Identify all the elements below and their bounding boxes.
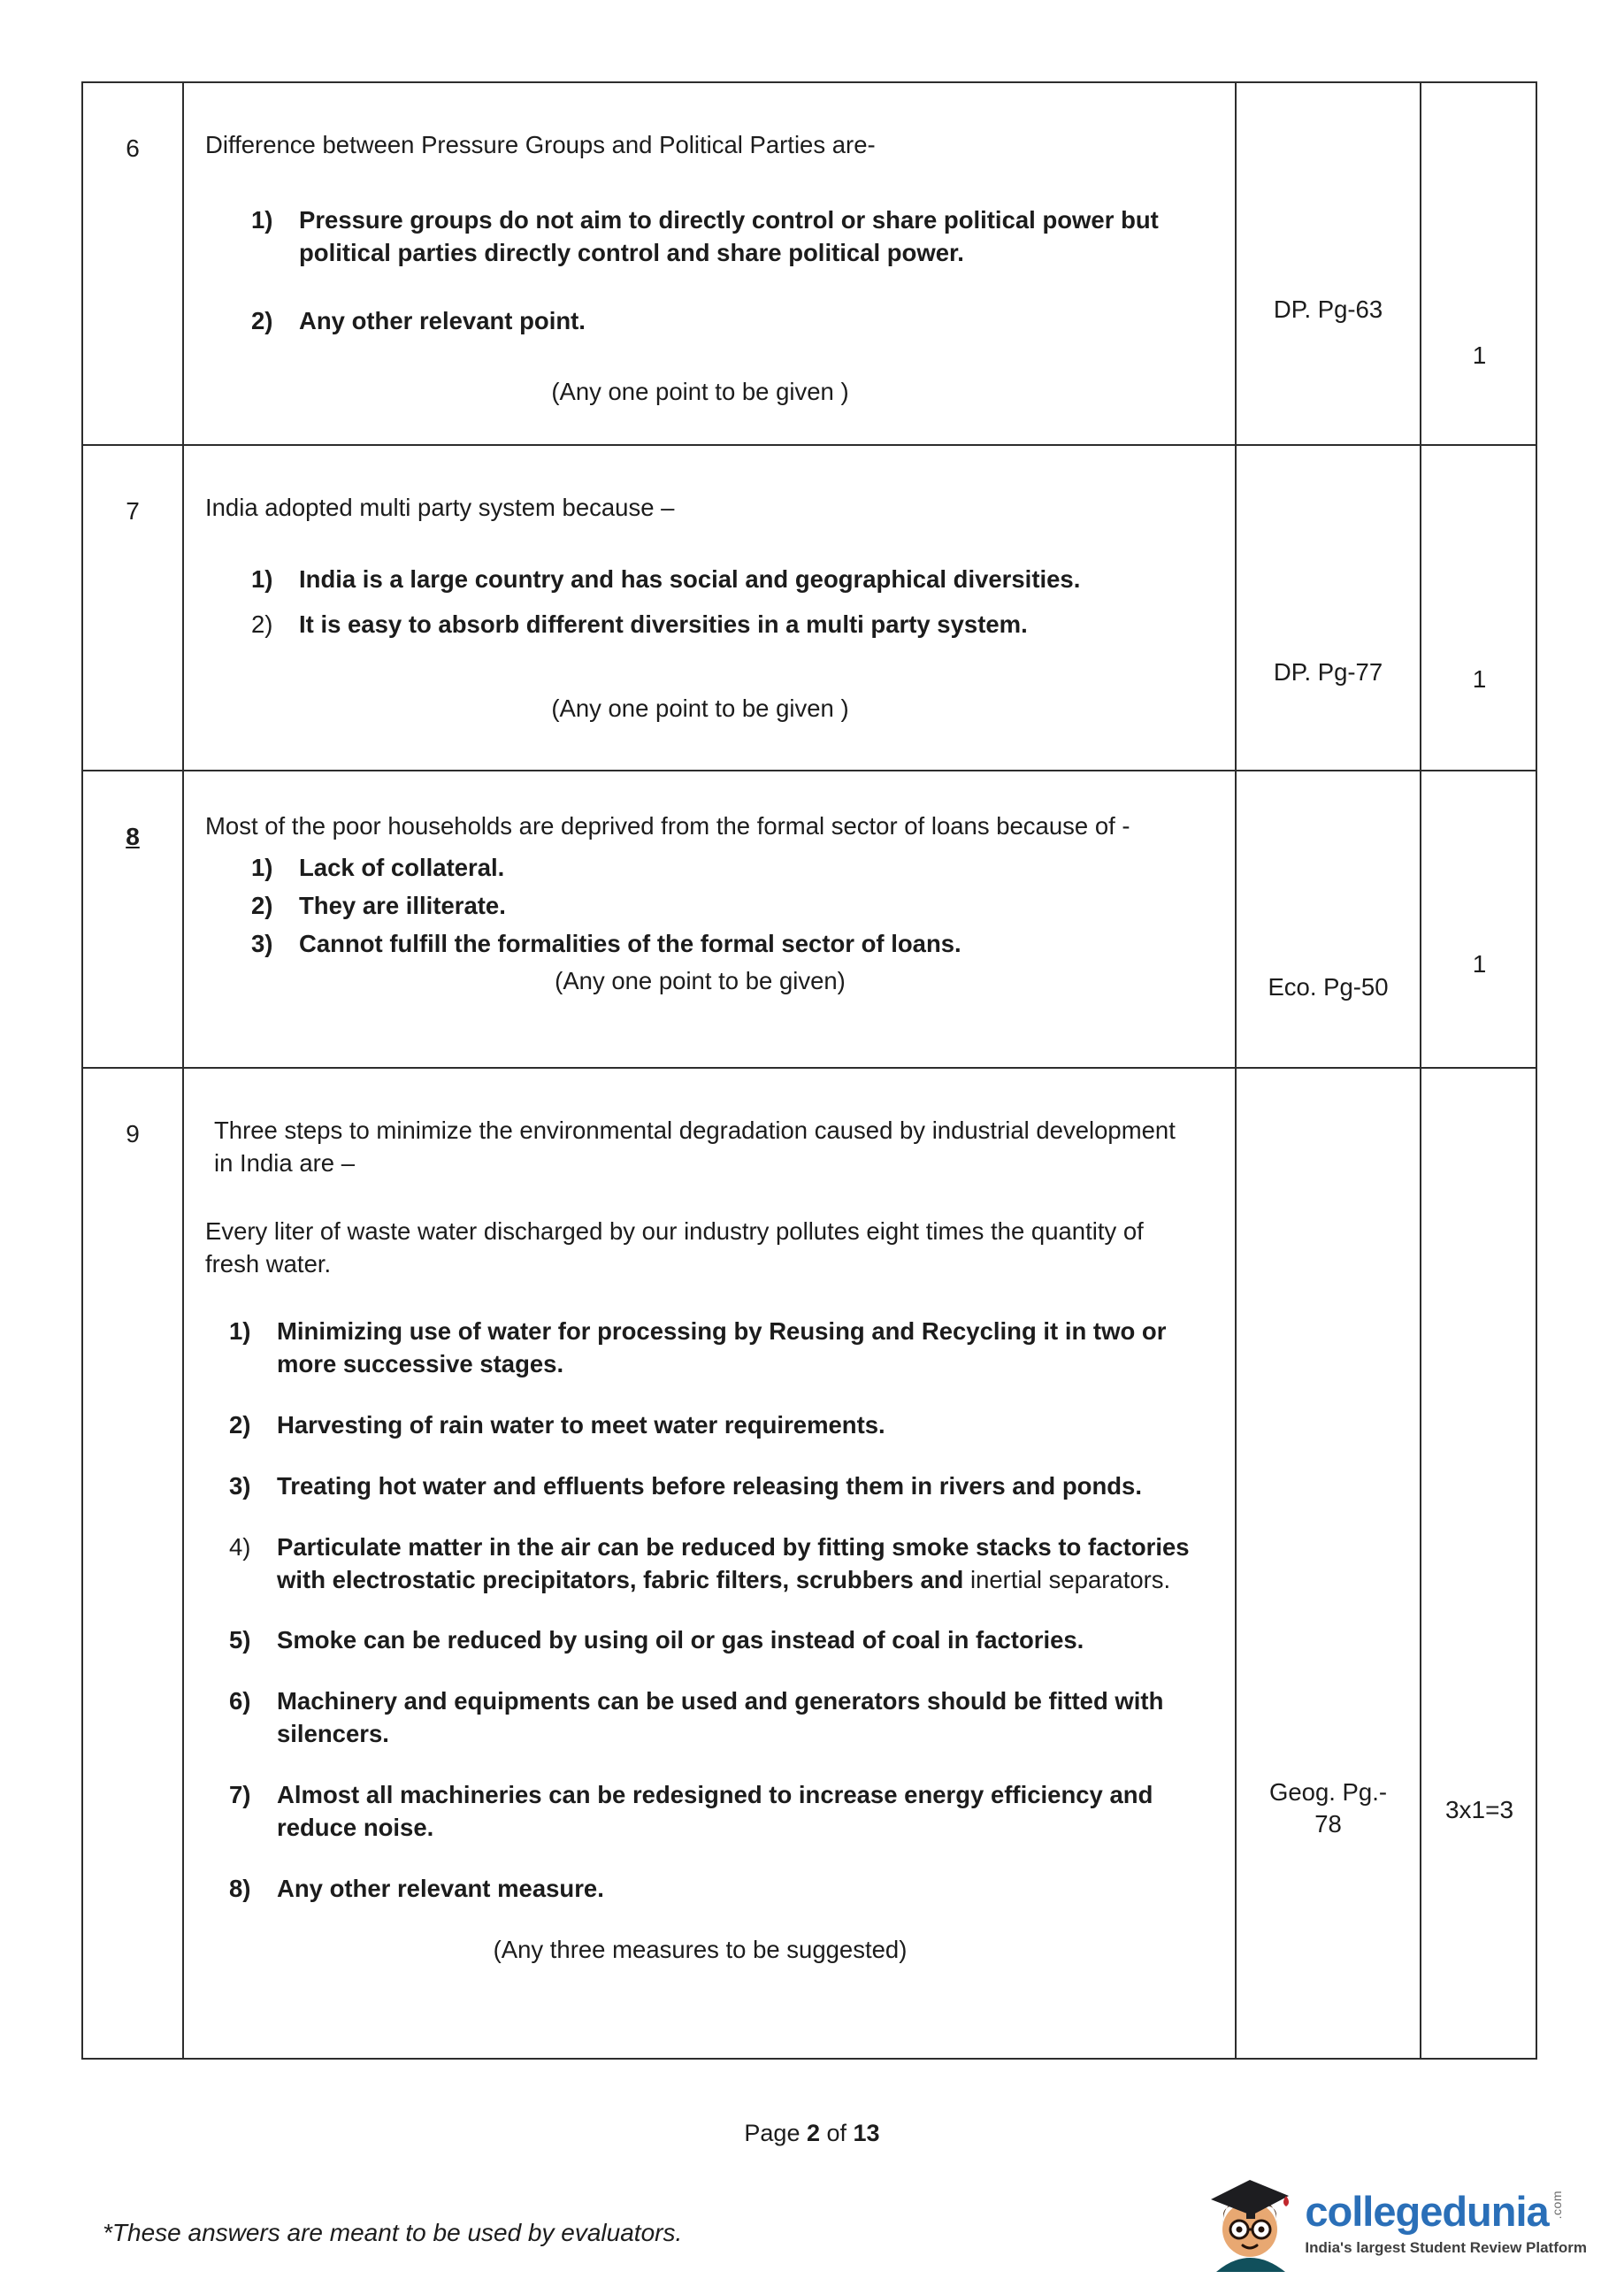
point-marker: 7) [229, 1780, 251, 1808]
question-number [83, 446, 184, 770]
answer-point [251, 204, 1195, 270]
question-number-text: 7 [126, 497, 140, 525]
marks-text: 1 [1472, 341, 1487, 369]
marks-text: 3x1=3 [1444, 1796, 1514, 1823]
question-number-text: 8 [126, 823, 140, 850]
answer-paragraph: Every liter of waste water discharged by our industry pollutes eight times the quantity of fresh water. [205, 1216, 1144, 1278]
answer-point [229, 1409, 1195, 1442]
book-reference [1237, 1069, 1421, 2058]
answer-content [184, 83, 1237, 444]
marks [1421, 771, 1536, 1067]
logo-text [1305, 2188, 1587, 2257]
point-marker: 1) [251, 853, 273, 881]
book-reference-text: Geog. Pg.- [1269, 1778, 1387, 1806]
answer-content [184, 446, 1237, 770]
question-number [83, 771, 184, 1067]
answer-intro: Most of the poor households are deprived from the formal sector of loans because of - [205, 812, 1130, 840]
point-text: Treating hot water and effluents before releasing them in rivers and ponds. [277, 1471, 1142, 1500]
point-marker: 8) [229, 1874, 251, 1902]
point-text: Machinery and equipments can be used and generators should be fitted with silencers. [277, 1687, 1164, 1748]
answer-point [251, 609, 1195, 641]
answer-row-6 [83, 83, 1536, 446]
book-reference-text-line2: 78 [1314, 1809, 1342, 1838]
point-text-bold: Particulate matter in the air can be reduced by fitting smoke stacks to factories with electrostatic precipitators, fabric filters, scrubbers and [277, 1532, 1190, 1593]
page-number-footer [0, 2120, 1624, 2147]
answer-table [81, 81, 1537, 2060]
answer-intro: India adopted multi party system because – [205, 494, 675, 521]
point-text: Pressure groups do not aim to directly control or share political power but political parties directly control and share political power. [299, 205, 1159, 266]
answer-note: (Any one point to be given ) [551, 378, 849, 406]
page-total: 13 [853, 2120, 880, 2146]
point-text: Cannot fulfill the formalities of the formal sector of loans. [299, 929, 961, 957]
answer-point [251, 564, 1195, 596]
answer-points [205, 1316, 1195, 1905]
point-text: Lack of collateral. [299, 853, 505, 881]
answer-point [229, 1624, 1195, 1657]
question-number [83, 1069, 184, 2058]
answer-content [184, 771, 1237, 1067]
collegedunia-logo [1204, 2169, 1587, 2278]
point-marker: 3) [251, 929, 273, 957]
point-marker: 4) [229, 1532, 251, 1561]
answer-point [251, 928, 1195, 961]
marks-text: 1 [1472, 950, 1487, 978]
answer-row-8 [83, 771, 1536, 1069]
page-word: Page [744, 2120, 807, 2146]
marks-text: 1 [1472, 665, 1487, 693]
point-text: Any other relevant point. [299, 306, 586, 334]
point-marker: 2) [229, 1411, 251, 1439]
point-text: Harvesting of rain water to meet water requirements. [277, 1411, 885, 1439]
book-reference [1237, 446, 1421, 770]
answer-note: (Any one point to be given ) [551, 694, 849, 722]
brand-tagline: India's largest Student Review Platform [1305, 2239, 1587, 2256]
brand-line [1305, 2188, 1587, 2235]
answer-points [205, 852, 1195, 961]
point-marker: 2) [251, 306, 273, 334]
answer-point [229, 1470, 1195, 1503]
point-text-regular: inertial separators. [969, 1565, 1171, 1593]
answer-content [184, 1069, 1237, 2058]
book-reference [1237, 83, 1421, 444]
marks [1421, 446, 1536, 770]
answer-intro: Difference between Pressure Groups and Political Parties are- [205, 131, 876, 158]
point-marker: 2) [251, 891, 273, 919]
question-number-text: 9 [126, 1120, 140, 1147]
brand-tld: .com [1549, 2191, 1564, 2220]
answer-intro: Three steps to minimize the environmental degradation caused by industrial development in India are – [214, 1116, 1176, 1177]
answer-point [251, 852, 1195, 885]
answer-points [205, 204, 1195, 338]
answer-point [229, 1873, 1195, 1906]
point-marker: 1) [251, 205, 273, 234]
question-number-text: 6 [126, 134, 140, 162]
point-marker: 3) [229, 1471, 251, 1500]
book-reference [1237, 771, 1421, 1067]
book-reference-text: DP. Pg-77 [1273, 658, 1383, 686]
answer-row-9 [83, 1069, 1536, 2058]
point-text: Minimizing use of water for processing by Reusing and Recycling it in two or more successive stages. [277, 1317, 1167, 1378]
page-number: 2 [806, 2120, 820, 2146]
answer-point [229, 1531, 1195, 1597]
point-text: It is easy to absorb different diversities in a multi party system. [299, 610, 1028, 638]
of-word: of [820, 2120, 854, 2146]
point-text: They are illiterate. [299, 891, 506, 919]
question-number [83, 83, 184, 444]
book-reference-text: DP. Pg-63 [1273, 295, 1383, 323]
book-reference-text: Eco. Pg-50 [1268, 973, 1389, 1001]
answer-point [229, 1685, 1195, 1751]
answer-note: (Any three measures to be suggested) [493, 1935, 908, 1963]
marks [1421, 83, 1536, 444]
point-marker: 5) [229, 1626, 251, 1654]
point-text: Any other relevant measure. [277, 1874, 604, 1902]
answer-point [229, 1316, 1195, 1381]
point-text: India is a large country and has social and geographical diversities. [299, 564, 1081, 593]
marks [1421, 1069, 1536, 2058]
answer-point [251, 305, 1195, 338]
answer-row-7 [83, 446, 1536, 771]
brand-name: collegedunia [1305, 2188, 1549, 2235]
evaluator-note: *These answers are meant to be used by evaluators. [103, 2219, 683, 2246]
collegedunia-mascot-icon [1204, 2169, 1296, 2278]
answer-point [229, 1779, 1195, 1845]
point-text [277, 1531, 1195, 1597]
point-text: Almost all machineries can be redesigned to increase energy efficiency and reduce noise. [277, 1780, 1153, 1841]
point-marker: 1) [229, 1317, 251, 1346]
answer-points [205, 564, 1195, 641]
answer-note: (Any one point to be given) [555, 967, 846, 995]
point-marker: 6) [229, 1687, 251, 1715]
point-marker: 2) [251, 610, 273, 638]
point-text: Smoke can be reduced by using oil or gas instead of coal in factories. [277, 1626, 1084, 1654]
point-marker: 1) [251, 564, 273, 593]
answer-point [251, 890, 1195, 923]
